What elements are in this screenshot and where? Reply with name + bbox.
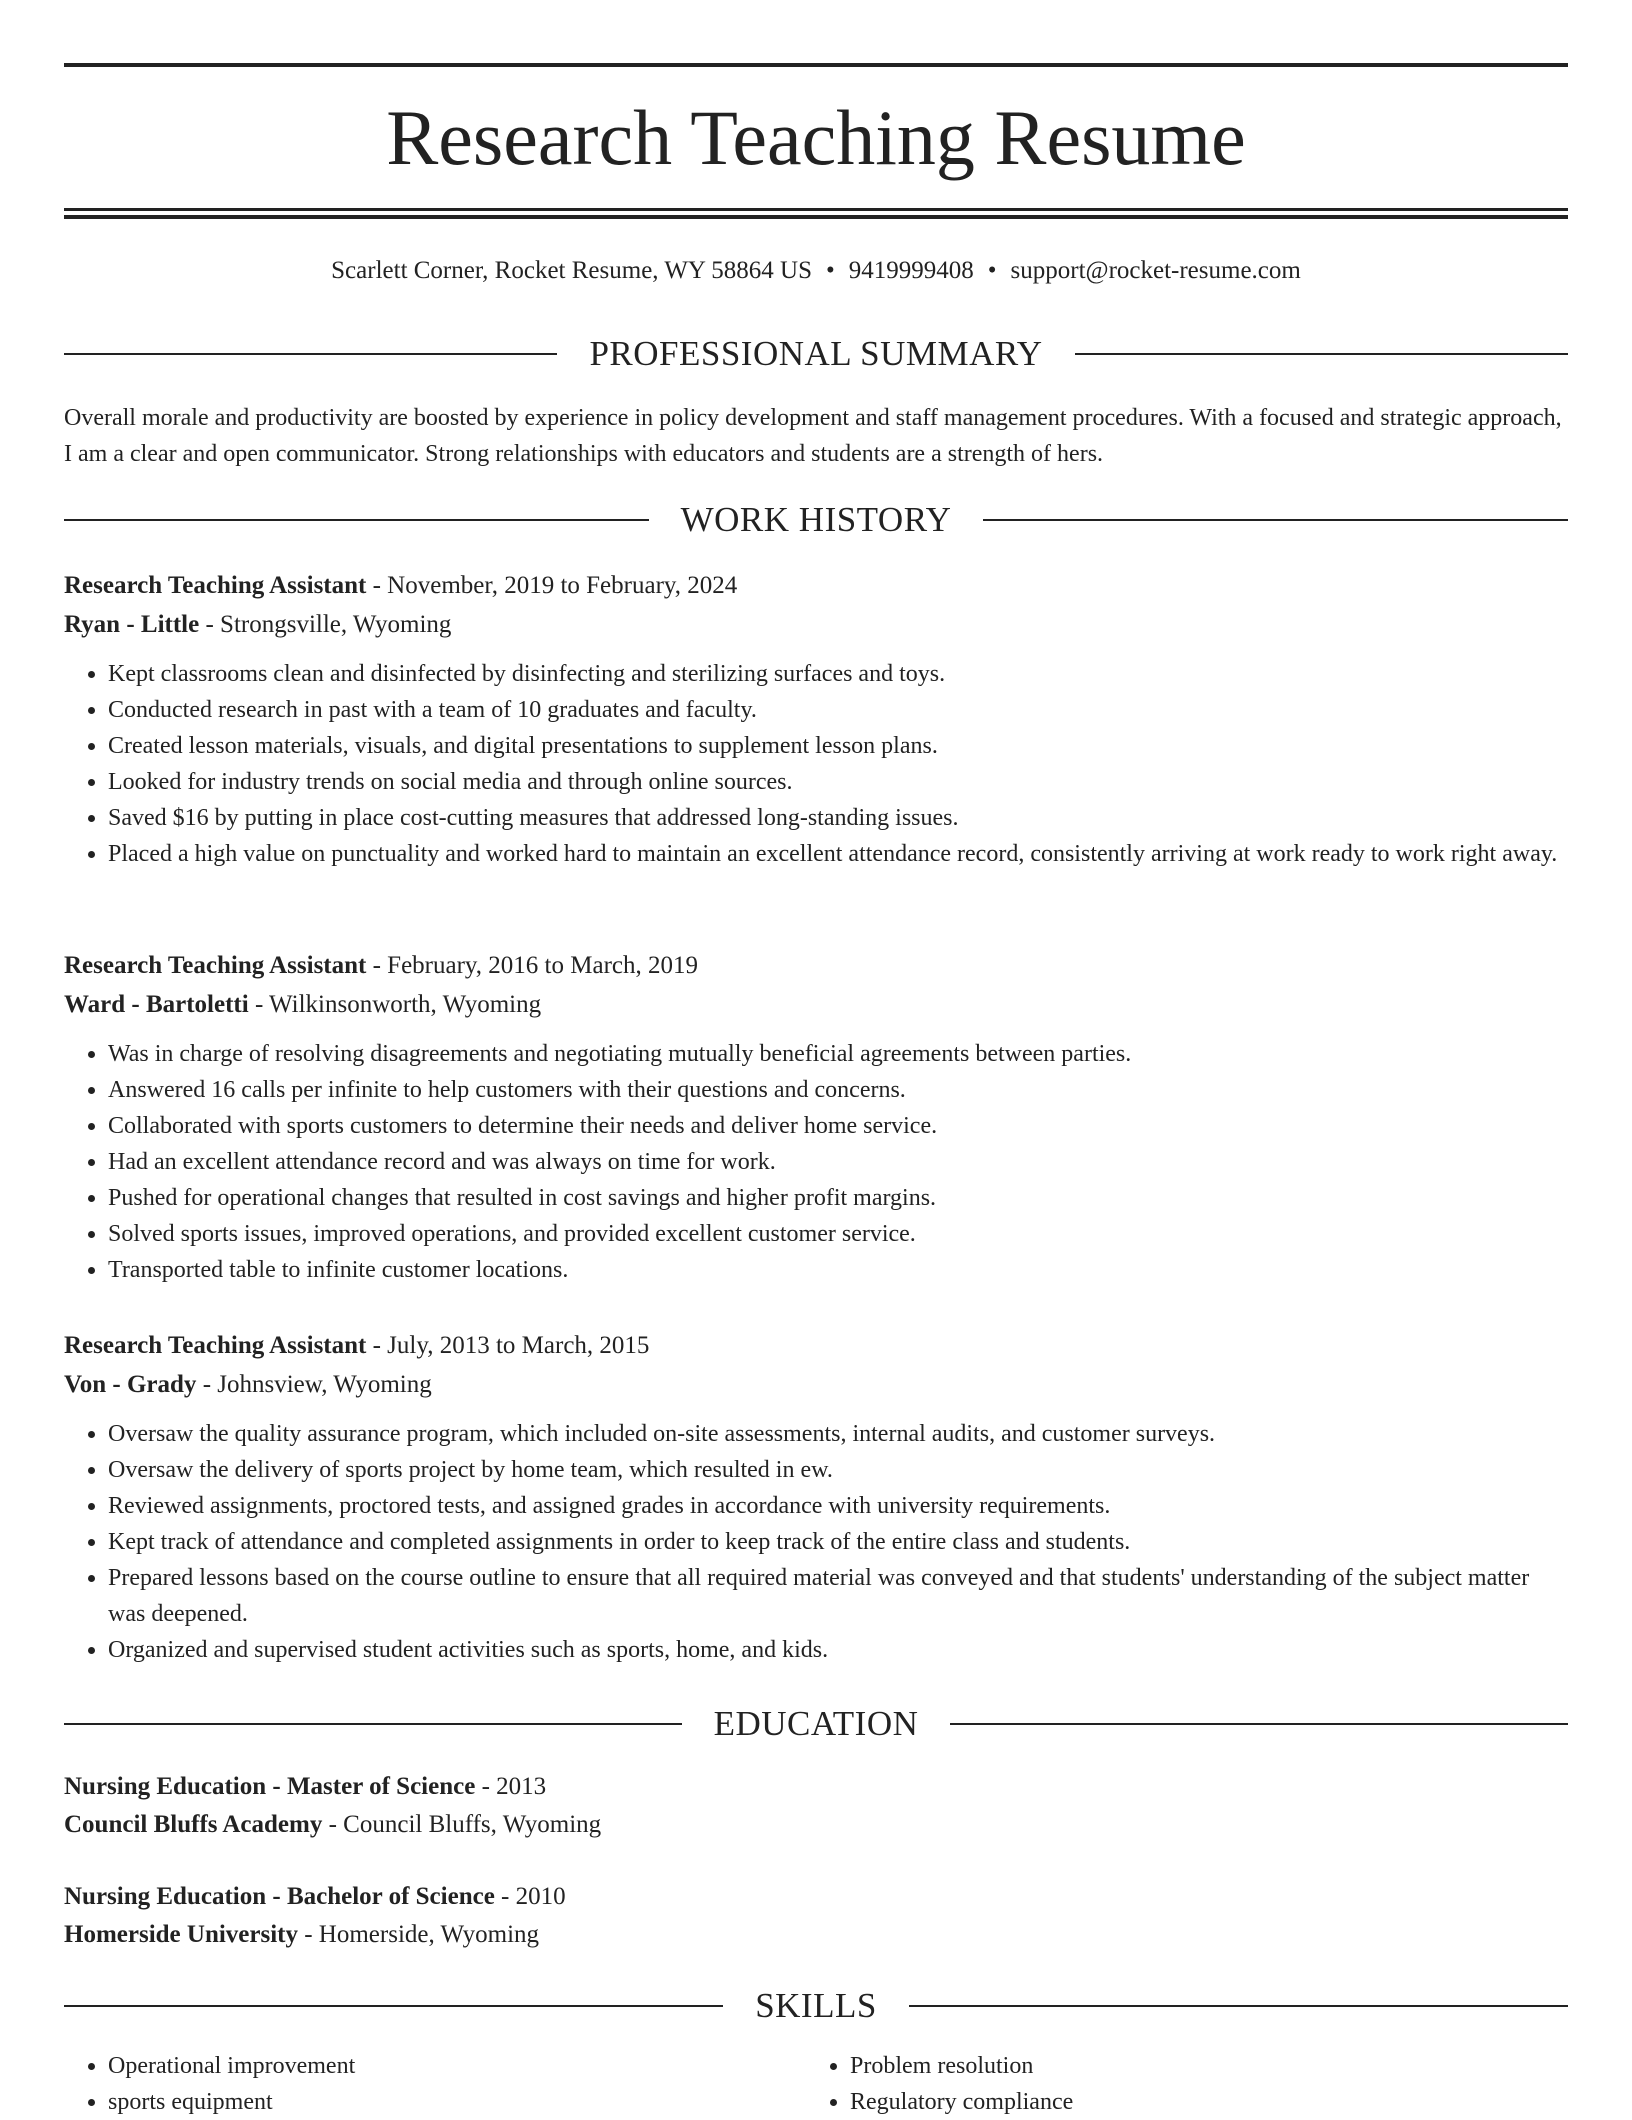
contact-separator: • — [826, 257, 835, 284]
job-dates: - November, 2019 to February, 2024 — [366, 572, 738, 599]
contact-separator: • — [987, 257, 997, 284]
job-location: - Johnsview, Wyoming — [196, 1371, 432, 1398]
top-rule — [64, 63, 1568, 67]
job-bullet: • Answered 16 calls per infinite to help customers with their questions and concerns. — [108, 1072, 1568, 1108]
document-title: Research Teaching Resume — [386, 94, 1246, 181]
job-bullet: • Saved $16 by putting in place cost-cutting measures that addressed long-standing issues. — [108, 800, 1568, 836]
education-school: Council Bluffs Academy — [64, 1811, 323, 1838]
job-employer-row — [64, 605, 1568, 644]
job-title-row — [64, 1326, 1568, 1365]
job-bullet: • Kept track of attendance and completed assignments in order to keep track of the entire class and students. — [108, 1524, 1568, 1560]
job-location: - Strongsville, Wyoming — [199, 611, 452, 638]
job-title: Research Teaching Assistant — [64, 1332, 367, 1359]
heading-rule — [950, 1723, 1568, 1725]
job-bullet: • Created lesson materials, visuals, and digital presentations to supplement lesson plans. — [108, 728, 1568, 764]
skill-item: • Regulatory compliance — [850, 2084, 1548, 2120]
section-heading-skills — [64, 1984, 1568, 2028]
job-bullet: • Prepared lessons based on the course outline to ensure that all required material was conveyed and that students' understanding of the subject matter was deepened. — [108, 1560, 1568, 1632]
section-heading-label: EDUCATION — [713, 1704, 919, 1743]
education-school: Homerside University — [64, 1921, 298, 1948]
section-heading-education — [64, 1702, 1568, 1746]
job-location: - Wilkinsonworth, Wyoming — [248, 991, 542, 1018]
job-dates: - February, 2016 to March, 2019 — [366, 952, 698, 979]
skills-list — [64, 2048, 1568, 2120]
contact-phone: 9419999408 — [848, 257, 974, 284]
heading-rule — [64, 353, 557, 355]
job-dates: - July, 2013 to March, 2015 — [366, 1332, 650, 1359]
job-bullet: • Placed a high value on punctuality and worked hard to maintain an excellent attendance record, consistently arriving at work ready to work right away. — [108, 836, 1568, 872]
education-location: - Homerside, Wyoming — [297, 1921, 540, 1948]
job-bullet: • Transported table to infinite customer locations. — [108, 1252, 1568, 1288]
contact-line — [64, 254, 1568, 288]
skills-column-right — [806, 2048, 1548, 2120]
job-employer: Ryan - Little — [64, 611, 200, 638]
job-bullet: • Looked for industry trends on social media and through online sources. — [108, 764, 1568, 800]
title-rule-lower — [64, 215, 1568, 219]
job-title: Research Teaching Assistant — [64, 572, 367, 599]
job-bullet: • Collaborated with sports customers to determine their needs and deliver home service. — [108, 1108, 1568, 1144]
section-heading-label: PROFESSIONAL SUMMARY — [589, 334, 1043, 373]
education-year: - 2013 — [475, 1773, 547, 1800]
heading-rule — [983, 519, 1568, 521]
job-employer-row — [64, 1365, 1568, 1404]
section-heading-work — [64, 498, 1568, 542]
education-degree-row — [64, 1878, 1568, 1916]
heading-rule — [909, 2005, 1568, 2007]
skill-item: • sports equipment — [108, 2084, 806, 2120]
education-school-row — [64, 1806, 1568, 1844]
title-rule-upper — [64, 208, 1568, 211]
education-degree: Nursing Education - Bachelor of Science — [64, 1883, 495, 1910]
heading-rule — [64, 1723, 682, 1725]
job-title-row — [64, 946, 1568, 985]
job-bullet: • Was in charge of resolving disagreements and negotiating mutually beneficial agreements between parties. — [108, 1036, 1568, 1072]
job-bullets — [64, 656, 1568, 872]
job-bullet: • Organized and supervised student activities such as sports, home, and kids. — [108, 1632, 1568, 1668]
heading-rule — [1075, 353, 1568, 355]
job-entry — [64, 566, 1568, 872]
section-heading-label: SKILLS — [755, 1986, 877, 2025]
job-bullet: • Reviewed assignments, proctored tests, and assigned grades in accordance with university requirements. — [108, 1488, 1568, 1524]
job-employer: Ward - Bartoletti — [64, 991, 249, 1018]
education-degree: Nursing Education - Master of Science — [64, 1773, 476, 1800]
heading-rule — [64, 519, 649, 521]
skill-item: • Problem resolution — [850, 2048, 1548, 2084]
job-title-row — [64, 566, 1568, 605]
job-bullet: • Oversaw the delivery of sports project by home team, which resulted in ew. — [108, 1452, 1568, 1488]
job-employer-row — [64, 985, 1568, 1024]
job-employer: Von - Grady — [64, 1371, 197, 1398]
summary-text: Overall morale and productivity are boosted by experience in policy development and staff management procedures. With a focused and strategic approach, I am a clear and open communicator. Strong relationships with educators and students are a strength of hers. — [64, 405, 1562, 467]
education-location: - Council Bluffs, Wyoming — [322, 1811, 602, 1838]
skills-column-left — [64, 2048, 806, 2120]
contact-address: Scarlett Corner, Rocket Resume, WY 58864 US — [331, 257, 813, 284]
section-heading-summary — [64, 332, 1568, 376]
section-heading-label: WORK HISTORY — [680, 500, 952, 539]
job-bullet: • Oversaw the quality assurance program, which included on-site assessments, internal audits, and customer surveys. — [108, 1416, 1568, 1452]
job-title: Research Teaching Assistant — [64, 952, 367, 979]
job-bullet: • Conducted research in past with a team of 10 graduates and faculty. — [108, 692, 1568, 728]
job-bullet: • Solved sports issues, improved operations, and provided excellent customer service. — [108, 1216, 1568, 1252]
job-entry — [64, 1326, 1568, 1668]
education-year: - 2010 — [494, 1883, 566, 1910]
education-entry — [64, 1878, 1568, 1954]
job-entry — [64, 946, 1568, 1288]
education-degree-row — [64, 1768, 1568, 1806]
job-bullet: • Pushed for operational changes that resulted in cost savings and higher profit margins. — [108, 1180, 1568, 1216]
job-bullets — [64, 1036, 1568, 1288]
contact-email: support@rocket-resume.com — [1010, 257, 1301, 284]
education-school-row — [64, 1916, 1568, 1954]
job-bullet: • Had an excellent attendance record and was always on time for work. — [108, 1144, 1568, 1180]
heading-rule — [64, 2005, 723, 2007]
skill-item: • Operational improvement — [108, 2048, 806, 2084]
education-entry — [64, 1768, 1568, 1844]
job-bullets — [64, 1416, 1568, 1668]
job-bullet: • Kept classrooms clean and disinfected by disinfecting and sterilizing surfaces and toys. — [108, 656, 1568, 692]
